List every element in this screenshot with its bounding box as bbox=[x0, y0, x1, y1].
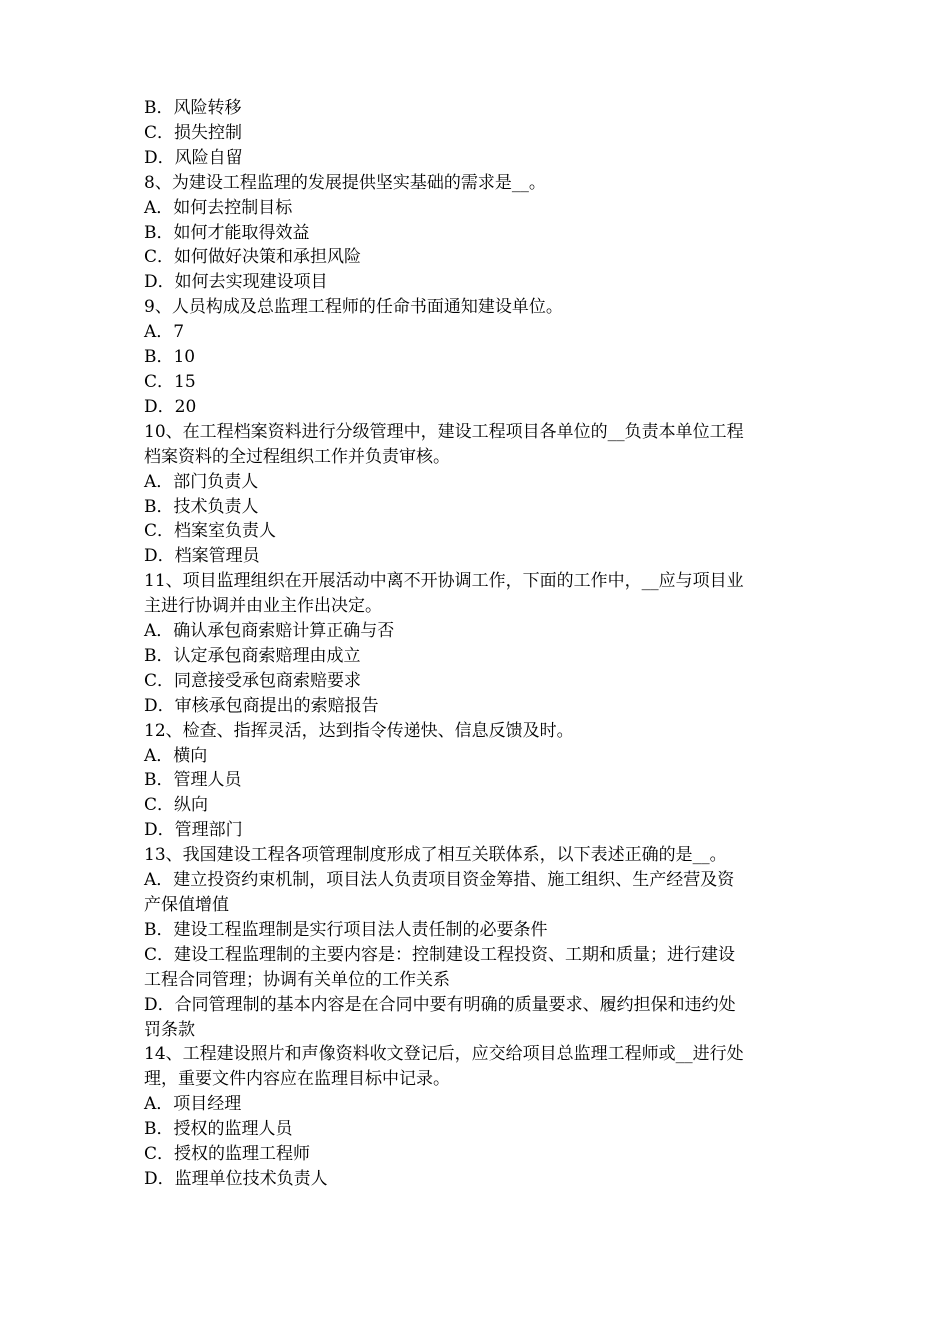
text-line: D．监理单位技术负责人 bbox=[144, 1168, 328, 1189]
text-line: 主进行协调并由业主作出决定。 bbox=[144, 596, 382, 617]
text-line: D．合同管理制的基本内容是在合同中要有明确的质量要求、履约担保和违约处 bbox=[144, 994, 736, 1015]
text-line: B．如何才能取得效益 bbox=[144, 222, 310, 243]
text-line: D．审核承包商提出的索赔报告 bbox=[144, 695, 379, 716]
text-line: A．横向 bbox=[144, 745, 208, 766]
question-14: 14、工程建设照片和声像资料收文登记后，应交给项目总监理工程师或__进行处 bbox=[144, 1044, 744, 1065]
text-line: 产保值增值 bbox=[144, 895, 229, 915]
text-line: B．建设工程监理制是实行项目法人责任制的必要条件 bbox=[144, 919, 548, 940]
text-line: B．10 bbox=[144, 347, 196, 368]
text-line: A．确认承包商索赔计算正确与否 bbox=[144, 621, 395, 642]
text-line: C．建设工程监理制的主要内容是：控制建设工程投资、工期和质量；进行建设 bbox=[144, 944, 736, 965]
text-line: 理，重要文件内容应在监理目标中记录。 bbox=[144, 1069, 450, 1090]
text-line: C．如何做好决策和承担风险 bbox=[144, 247, 362, 268]
text-line: 罚条款 bbox=[144, 1019, 195, 1040]
document-page bbox=[144, 96, 814, 1192]
text-line: A．部门负责人 bbox=[144, 471, 259, 492]
text-line: A．7 bbox=[144, 322, 185, 343]
text-line: D．管理部门 bbox=[144, 820, 243, 841]
text-line: D．20 bbox=[144, 396, 197, 417]
text-line: B．风险转移 bbox=[144, 98, 242, 118]
text-line: C．15 bbox=[144, 371, 196, 392]
text-line: D．风险自留 bbox=[144, 147, 243, 168]
text-line: A．如何去控制目标 bbox=[144, 197, 293, 218]
text-line: D．如何去实现建设项目 bbox=[144, 272, 328, 293]
text-line: C．损失控制 bbox=[144, 122, 243, 143]
text-line: A．项目经理 bbox=[144, 1094, 242, 1115]
text-line: C．同意接受承包商索赔要求 bbox=[144, 670, 362, 691]
text-line: A．建立投资约束机制，项目法人负责项目资金筹措、施工组织、生产经营及资 bbox=[144, 870, 735, 891]
question-11: 11、项目监理组织在开展活动中离不开协调工作，下面的工作中，__应与项目业 bbox=[144, 571, 744, 592]
text-line: B．授权的监理人员 bbox=[144, 1119, 293, 1140]
text-line: B．认定承包商索赔理由成立 bbox=[144, 645, 361, 666]
question-13: 13、我国建设工程各项管理制度形成了相互关联体系，以下表述正确的是__。 bbox=[144, 845, 727, 866]
text-line: C．授权的监理工程师 bbox=[144, 1144, 311, 1165]
question-8: 8、为建设工程监理的发展提供坚实基础的需求是__。 bbox=[144, 172, 546, 193]
text-line: 档案资料的全过程组织工作并负责审核。 bbox=[144, 446, 450, 467]
question-12: 12、检查、指挥灵活，达到指令传递快、信息反馈及时。 bbox=[144, 720, 574, 741]
text-line: C．档案室负责人 bbox=[144, 521, 277, 542]
text-line: B．技术负责人 bbox=[144, 496, 259, 517]
question-9: 9、人员构成及总监理工程师的任命书面通知建设单位。 bbox=[144, 297, 563, 318]
text-line: B．管理人员 bbox=[144, 770, 242, 791]
text-line: D．档案管理员 bbox=[144, 546, 260, 567]
text-line: C．纵向 bbox=[144, 795, 209, 816]
question-10: 10、在工程档案资料进行分级管理中，建设工程项目各单位的__负责本单位工程 bbox=[144, 421, 744, 442]
text-line: 工程合同管理；协调有关单位的工作关系 bbox=[144, 969, 450, 990]
